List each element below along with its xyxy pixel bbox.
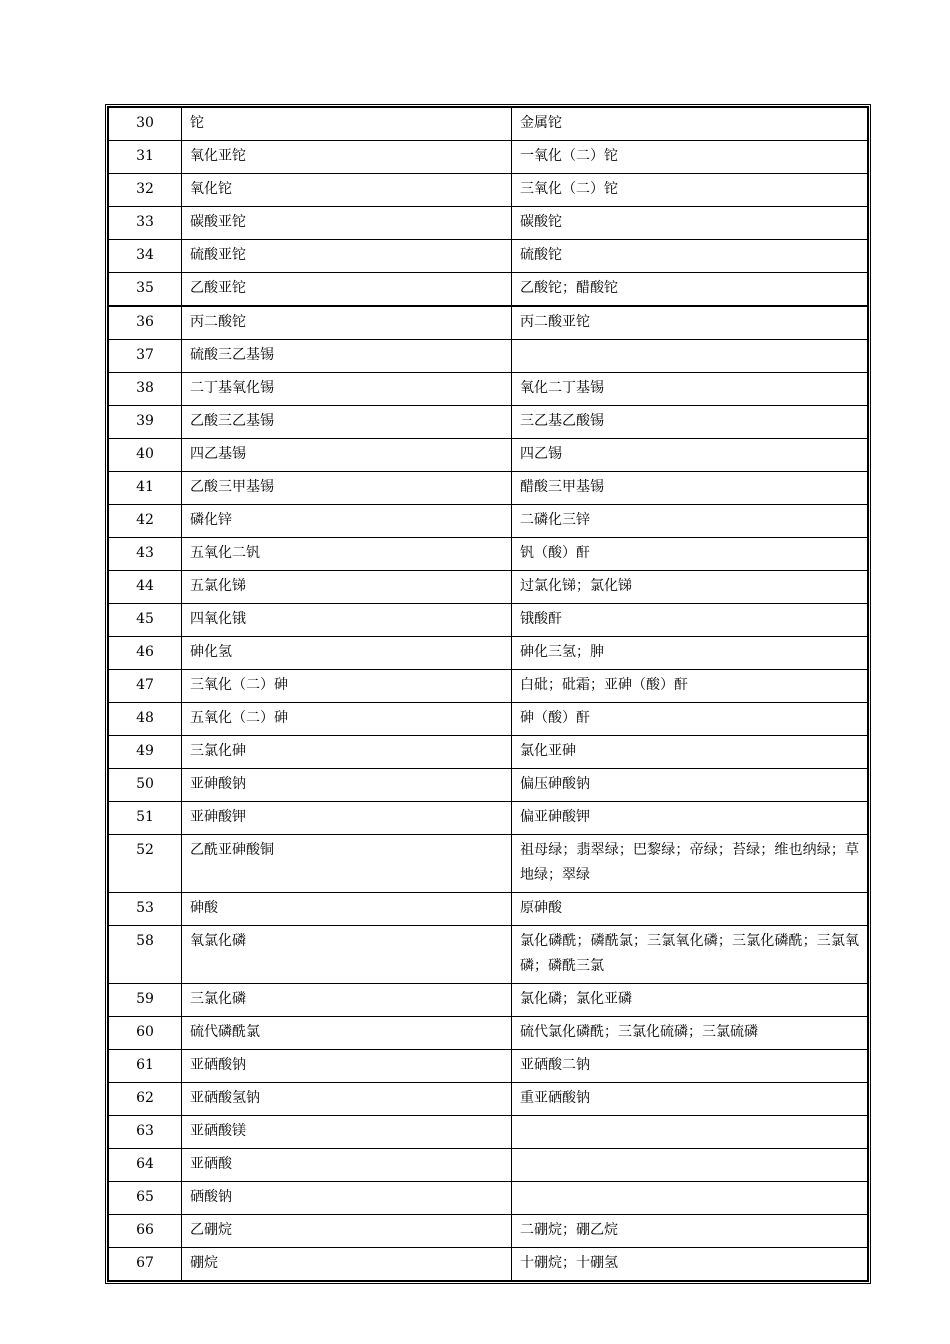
row-number-cell: 40 <box>109 439 182 472</box>
table-row <box>109 108 868 141</box>
alias-cell: 醋酸三甲基锡 <box>512 472 868 505</box>
row-number-cell: 46 <box>109 637 182 670</box>
row-number-cell: 64 <box>109 1149 182 1182</box>
chemical-name-cell: 丙二酸铊 <box>182 306 512 340</box>
table-row <box>109 373 868 406</box>
row-number-cell: 67 <box>109 1248 182 1281</box>
chemical-name-cell: 碳酸亚铊 <box>182 207 512 240</box>
alias-cell: 锇酸酐 <box>512 604 868 637</box>
table-row <box>109 439 868 472</box>
table-row <box>109 306 868 340</box>
chemical-name-cell: 硫酸亚铊 <box>182 240 512 273</box>
row-number-cell: 35 <box>109 273 182 307</box>
row-number-cell: 44 <box>109 571 182 604</box>
alias-cell: 砷（酸）酐 <box>512 703 868 736</box>
alias-cell: 氯化亚砷 <box>512 736 868 769</box>
chemical-name-cell: 乙酸亚铊 <box>182 273 512 307</box>
alias-cell: 四乙锡 <box>512 439 868 472</box>
table-row <box>109 240 868 273</box>
chemical-name-cell: 乙酸三甲基锡 <box>182 472 512 505</box>
alias-cell <box>512 1116 868 1149</box>
chemical-name-cell: 硫酸三乙基锡 <box>182 340 512 373</box>
row-number-cell: 61 <box>109 1050 182 1083</box>
row-number-cell: 45 <box>109 604 182 637</box>
table-row <box>109 1182 868 1215</box>
row-number-cell: 53 <box>109 893 182 926</box>
chemical-name-cell: 四氧化锇 <box>182 604 512 637</box>
alias-cell: 偏压砷酸钠 <box>512 769 868 802</box>
table-row <box>109 1050 868 1083</box>
table-row <box>109 1083 868 1116</box>
row-number-cell: 39 <box>109 406 182 439</box>
chemical-name-cell: 亚砷酸钾 <box>182 802 512 835</box>
table-row <box>109 1248 868 1281</box>
row-number-cell: 31 <box>109 141 182 174</box>
row-number-cell: 34 <box>109 240 182 273</box>
table-row <box>109 1116 868 1149</box>
chemical-name-cell: 五氧化二钒 <box>182 538 512 571</box>
chemical-table-grid <box>108 107 868 1281</box>
chemical-name-cell: 氧化亚铊 <box>182 141 512 174</box>
alias-cell: 砷化三氢；胂 <box>512 637 868 670</box>
chemical-name-cell: 亚砷酸钠 <box>182 769 512 802</box>
row-number-cell: 59 <box>109 984 182 1017</box>
row-number-cell: 58 <box>109 926 182 984</box>
alias-cell <box>512 340 868 373</box>
table-row <box>109 769 868 802</box>
chemical-name-cell: 铊 <box>182 108 512 141</box>
alias-cell: 重亚硒酸钠 <box>512 1083 868 1116</box>
chemical-name-cell: 亚硒酸氢钠 <box>182 1083 512 1116</box>
table-row <box>109 273 868 307</box>
alias-cell: 氧化二丁基锡 <box>512 373 868 406</box>
row-number-cell: 51 <box>109 802 182 835</box>
row-number-cell: 36 <box>109 306 182 340</box>
chemical-name-cell: 硒酸钠 <box>182 1182 512 1215</box>
row-number-cell: 38 <box>109 373 182 406</box>
row-number-cell: 63 <box>109 1116 182 1149</box>
table-row <box>109 670 868 703</box>
table-row <box>109 604 868 637</box>
alias-cell: 氯化磷；氯化亚磷 <box>512 984 868 1017</box>
alias-cell: 乙酸铊；醋酸铊 <box>512 273 868 307</box>
row-number-cell: 32 <box>109 174 182 207</box>
chemical-name-cell: 磷化锌 <box>182 505 512 538</box>
alias-cell: 祖母绿；翡翠绿；巴黎绿；帝绿；苔绿；维也纳绿；草地绿；翠绿 <box>512 835 868 893</box>
alias-cell: 十硼烷；十硼氢 <box>512 1248 868 1281</box>
chemical-name-cell: 四乙基锡 <box>182 439 512 472</box>
row-number-cell: 37 <box>109 340 182 373</box>
table-row <box>109 406 868 439</box>
chemical-name-cell: 亚硒酸 <box>182 1149 512 1182</box>
table-row <box>109 141 868 174</box>
table-row <box>109 736 868 769</box>
alias-cell <box>512 1149 868 1182</box>
chemical-name-cell: 三氯化砷 <box>182 736 512 769</box>
table-row <box>109 835 868 893</box>
row-number-cell: 42 <box>109 505 182 538</box>
table-row <box>109 1149 868 1182</box>
chemical-name-cell: 氧氯化磷 <box>182 926 512 984</box>
chemical-name-cell: 氧化铊 <box>182 174 512 207</box>
chemical-name-cell: 硫代磷酰氯 <box>182 1017 512 1050</box>
table-row <box>109 340 868 373</box>
chemical-name-cell: 三氯化磷 <box>182 984 512 1017</box>
alias-cell: 二磷化三锌 <box>512 505 868 538</box>
alias-cell: 碳酸铊 <box>512 207 868 240</box>
chemical-name-cell: 亚硒酸镁 <box>182 1116 512 1149</box>
alias-cell: 原砷酸 <box>512 893 868 926</box>
alias-cell: 亚硒酸二钠 <box>512 1050 868 1083</box>
chemical-table <box>105 104 871 1284</box>
chemical-name-cell: 砷化氢 <box>182 637 512 670</box>
table-row <box>109 571 868 604</box>
table-body <box>109 108 868 1281</box>
chemical-name-cell: 二丁基氧化锡 <box>182 373 512 406</box>
alias-cell: 三氧化（二）铊 <box>512 174 868 207</box>
chemical-name-cell: 砷酸 <box>182 893 512 926</box>
row-number-cell: 62 <box>109 1083 182 1116</box>
table-row <box>109 174 868 207</box>
row-number-cell: 60 <box>109 1017 182 1050</box>
alias-cell: 硫酸铊 <box>512 240 868 273</box>
alias-cell <box>512 1182 868 1215</box>
alias-cell: 硫代氯化磷酰；三氯化硫磷；三氯硫磷 <box>512 1017 868 1050</box>
row-number-cell: 41 <box>109 472 182 505</box>
row-number-cell: 48 <box>109 703 182 736</box>
table-row <box>109 703 868 736</box>
alias-cell: 白砒；砒霜；亚砷（酸）酐 <box>512 670 868 703</box>
table-row <box>109 637 868 670</box>
chemical-name-cell: 五氧化（二）砷 <box>182 703 512 736</box>
alias-cell: 丙二酸亚铊 <box>512 306 868 340</box>
chemical-name-cell: 三氧化（二）砷 <box>182 670 512 703</box>
chemical-name-cell: 乙硼烷 <box>182 1215 512 1248</box>
chemical-name-cell: 五氯化锑 <box>182 571 512 604</box>
alias-cell: 一氧化（二）铊 <box>512 141 868 174</box>
table-row <box>109 926 868 984</box>
alias-cell: 氯化磷酰；磷酰氯；三氯氧化磷；三氯化磷酰；三氯氧磷；磷酰三氯 <box>512 926 868 984</box>
table-row <box>109 984 868 1017</box>
chemical-name-cell: 乙酸三乙基锡 <box>182 406 512 439</box>
chemical-name-cell: 乙酰亚砷酸铜 <box>182 835 512 893</box>
row-number-cell: 52 <box>109 835 182 893</box>
alias-cell: 过氯化锑；氯化锑 <box>512 571 868 604</box>
table-row <box>109 538 868 571</box>
alias-cell: 二硼烷；硼乙烷 <box>512 1215 868 1248</box>
alias-cell: 三乙基乙酸锡 <box>512 406 868 439</box>
table-row <box>109 505 868 538</box>
table-row <box>109 1017 868 1050</box>
alias-cell: 偏亚砷酸钾 <box>512 802 868 835</box>
row-number-cell: 65 <box>109 1182 182 1215</box>
row-number-cell: 50 <box>109 769 182 802</box>
table-row <box>109 472 868 505</box>
table-row <box>109 893 868 926</box>
row-number-cell: 30 <box>109 108 182 141</box>
row-number-cell: 43 <box>109 538 182 571</box>
row-number-cell: 47 <box>109 670 182 703</box>
table-row <box>109 802 868 835</box>
alias-cell: 金属铊 <box>512 108 868 141</box>
table-row <box>109 207 868 240</box>
row-number-cell: 33 <box>109 207 182 240</box>
row-number-cell: 49 <box>109 736 182 769</box>
row-number-cell: 66 <box>109 1215 182 1248</box>
chemical-name-cell: 亚硒酸钠 <box>182 1050 512 1083</box>
alias-cell: 钒（酸）酐 <box>512 538 868 571</box>
table-row <box>109 1215 868 1248</box>
chemical-name-cell: 硼烷 <box>182 1248 512 1281</box>
